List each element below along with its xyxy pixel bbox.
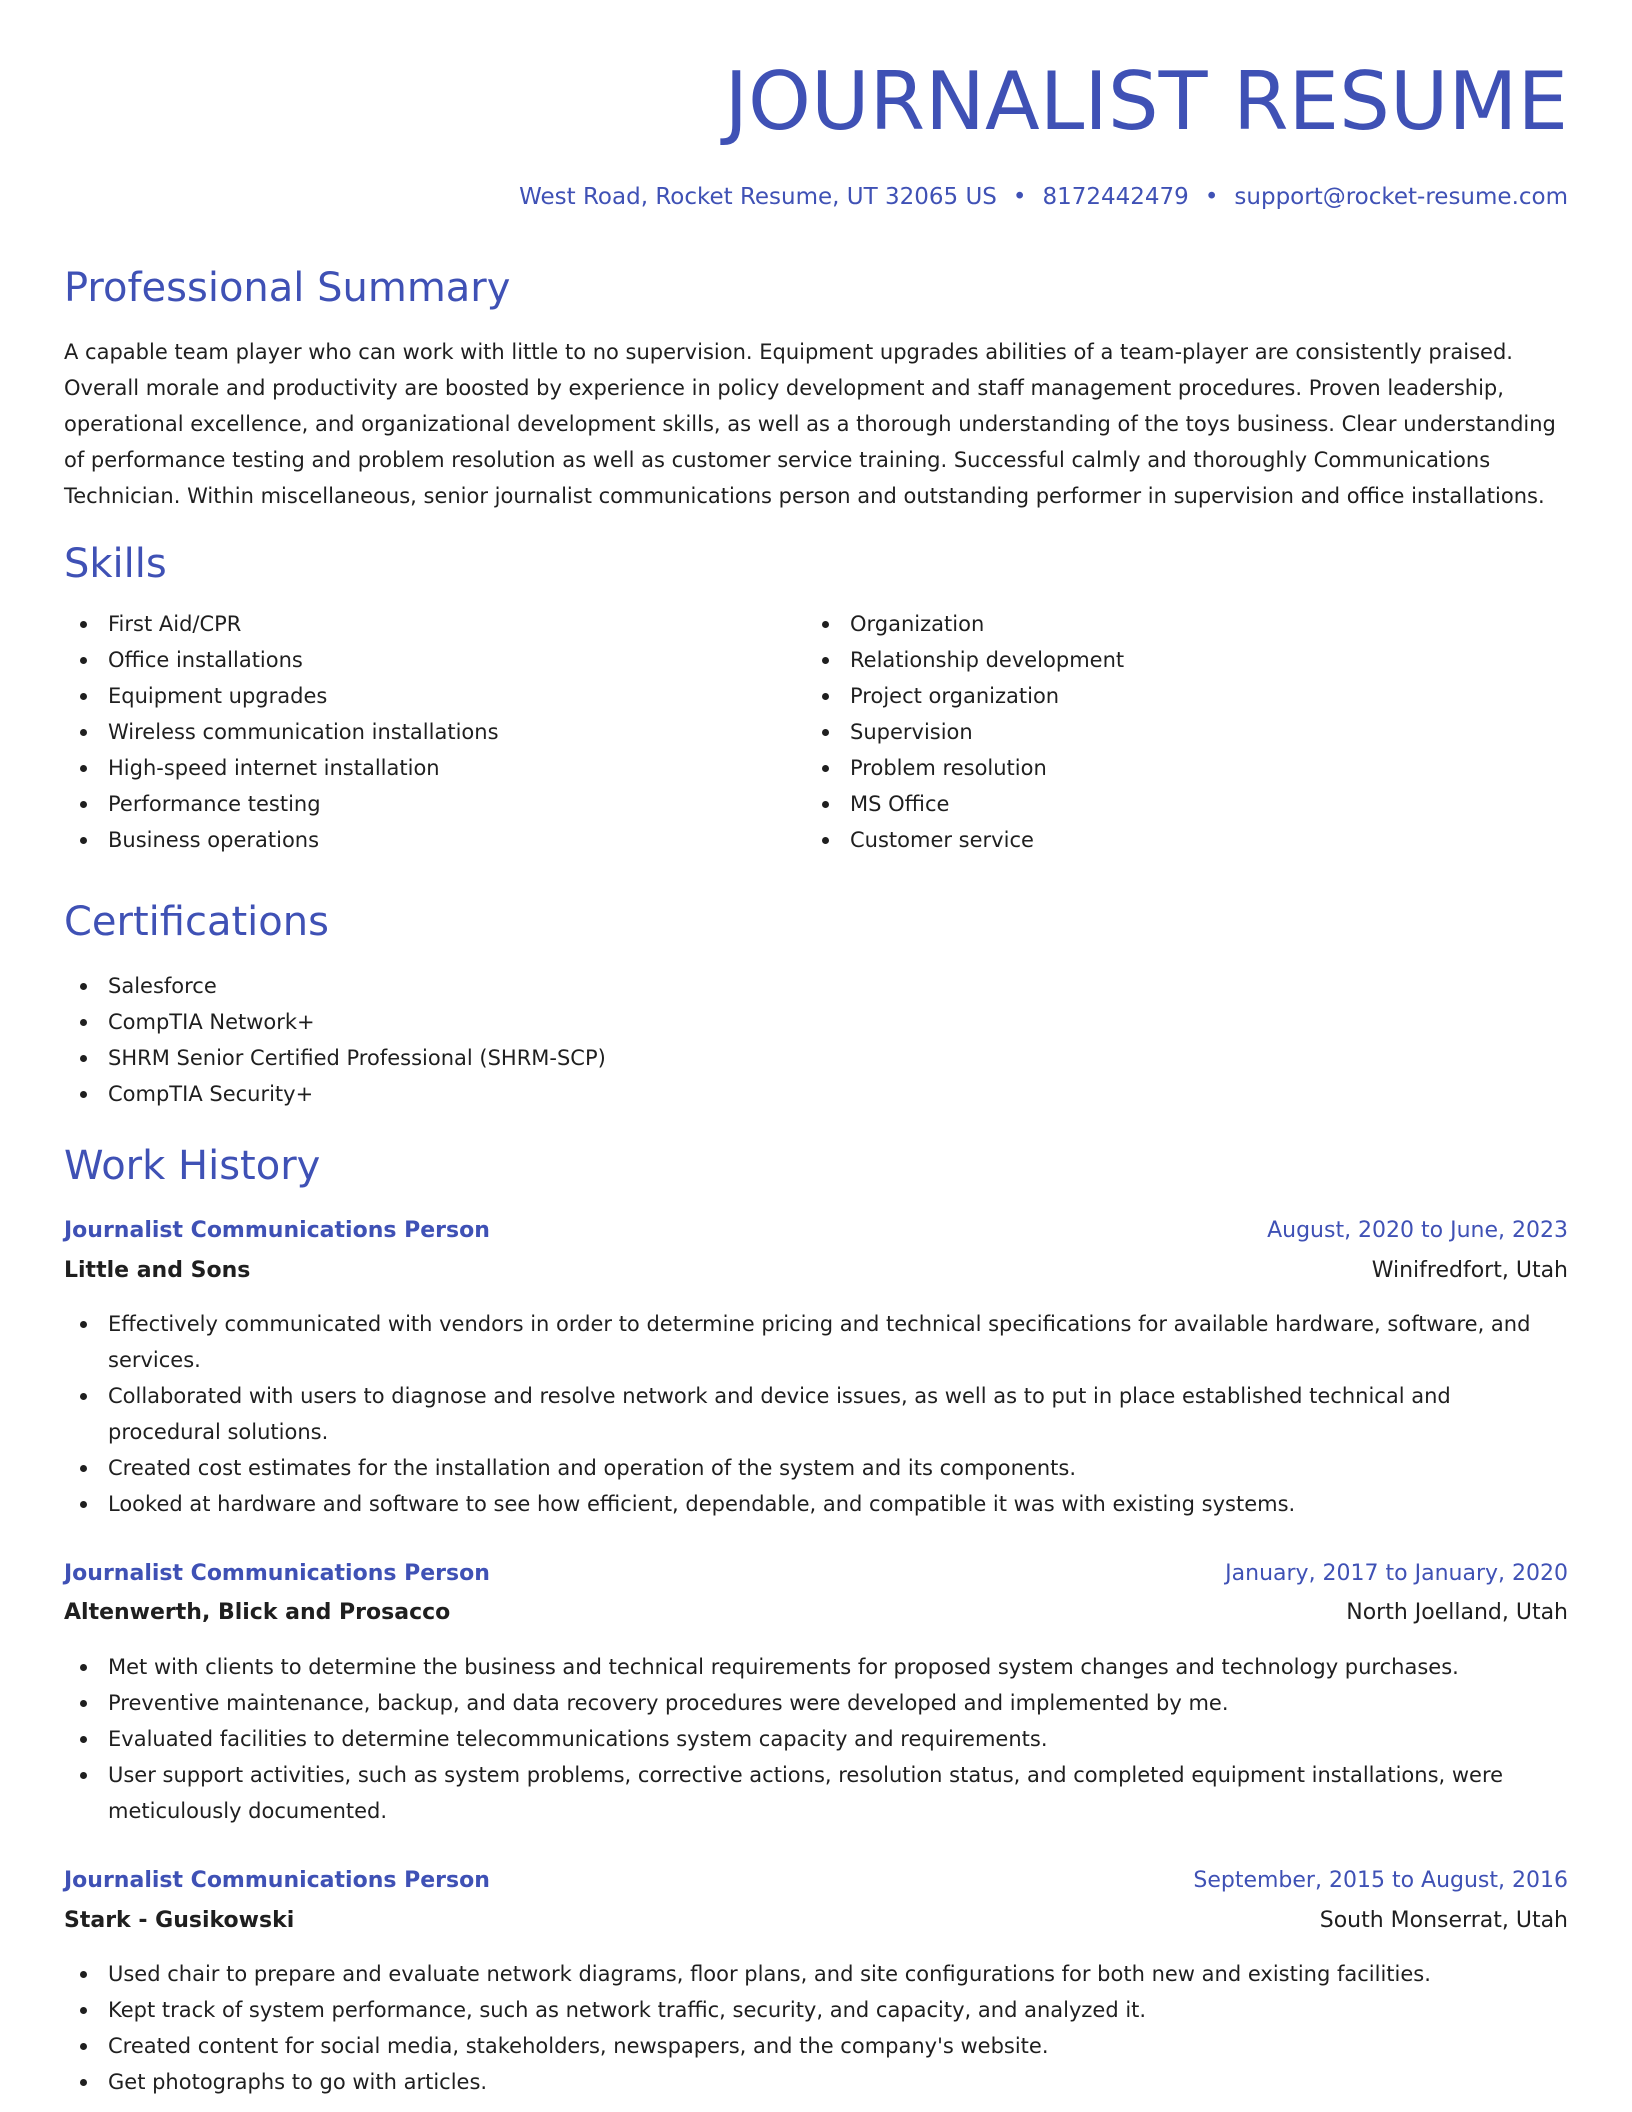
list-item: Preventive maintenance, backup, and data recovery procedures were developed and implemented by me. (64, 1685, 1568, 1721)
skills-list-right (806, 606, 1506, 858)
list-item: Supervision (806, 714, 1506, 750)
list-item: Office installations (64, 642, 764, 678)
summary-text: A capable team player who can work with little to no supervision. Equipment upgrades abilities of a team-player are consistently praised. Overall morale and productivity are boosted by experience in policy development and staff management procedures. Proven leadership, operational excellence, and organizational development skills, as well as a thorough understanding of the toys business. Clear understanding of performance testing and problem resolution as well as customer service training. Successful calmly and thoroughly Communications Technician. Within miscellaneous, senior journalist communications person and outstanding performer in supervision and office installations. (64, 340, 1556, 508)
job-location: Winifredfort, Utah (1371, 1258, 1568, 1283)
contact-line (519, 180, 1568, 214)
job-title: Journalist Communications Person (64, 1561, 490, 1586)
skills-heading: Skills (64, 541, 167, 587)
contact-phone: 8172442479 (1042, 184, 1189, 210)
job-dates: September, 2015 to August, 2016 (1193, 1868, 1568, 1893)
job-location: South Monserrat, Utah (1319, 1908, 1568, 1933)
job-bullets (64, 1649, 1568, 1829)
list-item: Created cost estimates for the installation and operation of the system and its components. (64, 1450, 1568, 1486)
list-item: CompTIA Network+ (64, 1004, 1568, 1040)
list-item: Project organization (806, 678, 1506, 714)
contact-address: West Road, Rocket Resume, UT 32065 US (519, 184, 997, 210)
list-item: Wireless communication installations (64, 714, 764, 750)
list-item: MS Office (806, 786, 1506, 822)
list-item: Kept track of system performance, such as network traffic, security, and capacity, and analyzed it. (64, 1992, 1568, 2028)
list-item: Evaluated facilities to determine telecommunications system capacity and requirements. (64, 1721, 1568, 1757)
skills-list-left (64, 606, 764, 858)
list-item: CompTIA Security+ (64, 1076, 1568, 1112)
list-item: Used chair to prepare and evaluate network diagrams, floor plans, and site configurations for both new and existing facilities. (64, 1956, 1568, 1992)
list-item: SHRM Senior Certified Professional (SHRM-SCP) (64, 1040, 1568, 1076)
list-item: Looked at hardware and software to see how efficient, dependable, and compatible it was with existing systems. (64, 1486, 1568, 1522)
list-item: Effectively communicated with vendors in order to determine pricing and technical specifications for available hardware, software, and services. (64, 1306, 1568, 1378)
list-item: Met with clients to determine the business and technical requirements for proposed system changes and technology purchases. (64, 1649, 1568, 1685)
list-item: High-speed internet installation (64, 750, 764, 786)
list-item: Collaborated with users to diagnose and resolve network and device issues, as well as to put in place established technical and procedural solutions. (64, 1378, 1568, 1450)
job-company: Little and Sons (64, 1258, 251, 1283)
job-dates: August, 2020 to June, 2023 (1267, 1218, 1568, 1243)
list-item: Salesforce (64, 968, 1568, 1004)
job-company: Stark - Gusikowski (64, 1908, 295, 1933)
list-item: Get photographs to go with articles. (64, 2064, 1568, 2100)
list-item: Business operations (64, 822, 764, 858)
list-item: User support activities, such as system problems, corrective actions, resolution status, and completed equipment installations, were meticulously documented. (64, 1757, 1568, 1829)
certifications-heading: Certifications (64, 899, 329, 945)
contact-email[interactable]: support@rocket-resume.com (1234, 184, 1568, 210)
job-title: Journalist Communications Person (64, 1868, 490, 1893)
list-item: Problem resolution (806, 750, 1506, 786)
list-item: First Aid/CPR (64, 606, 764, 642)
work-history-heading: Work History (64, 1143, 321, 1189)
resume-title: JOURNALIST RESUME (724, 55, 1568, 148)
list-item: Equipment upgrades (64, 678, 764, 714)
job-bullets (64, 1956, 1568, 2100)
list-item: Performance testing (64, 786, 764, 822)
job-bullets (64, 1306, 1568, 1522)
job-company: Altenwerth, Blick and Prosacco (64, 1600, 451, 1625)
job-title: Journalist Communications Person (64, 1218, 490, 1243)
list-item: Created content for social media, stakeholders, newspapers, and the company's website. (64, 2028, 1568, 2064)
contact-separator: • (1204, 184, 1219, 210)
contact-separator: • (1012, 184, 1027, 210)
list-item: Relationship development (806, 642, 1506, 678)
list-item: Organization (806, 606, 1506, 642)
job-dates: January, 2017 to January, 2020 (1225, 1561, 1568, 1586)
list-item: Customer service (806, 822, 1506, 858)
summary-heading: Professional Summary (64, 265, 511, 311)
certifications-list (64, 968, 1568, 1112)
job-location: North Joelland, Utah (1346, 1600, 1568, 1625)
